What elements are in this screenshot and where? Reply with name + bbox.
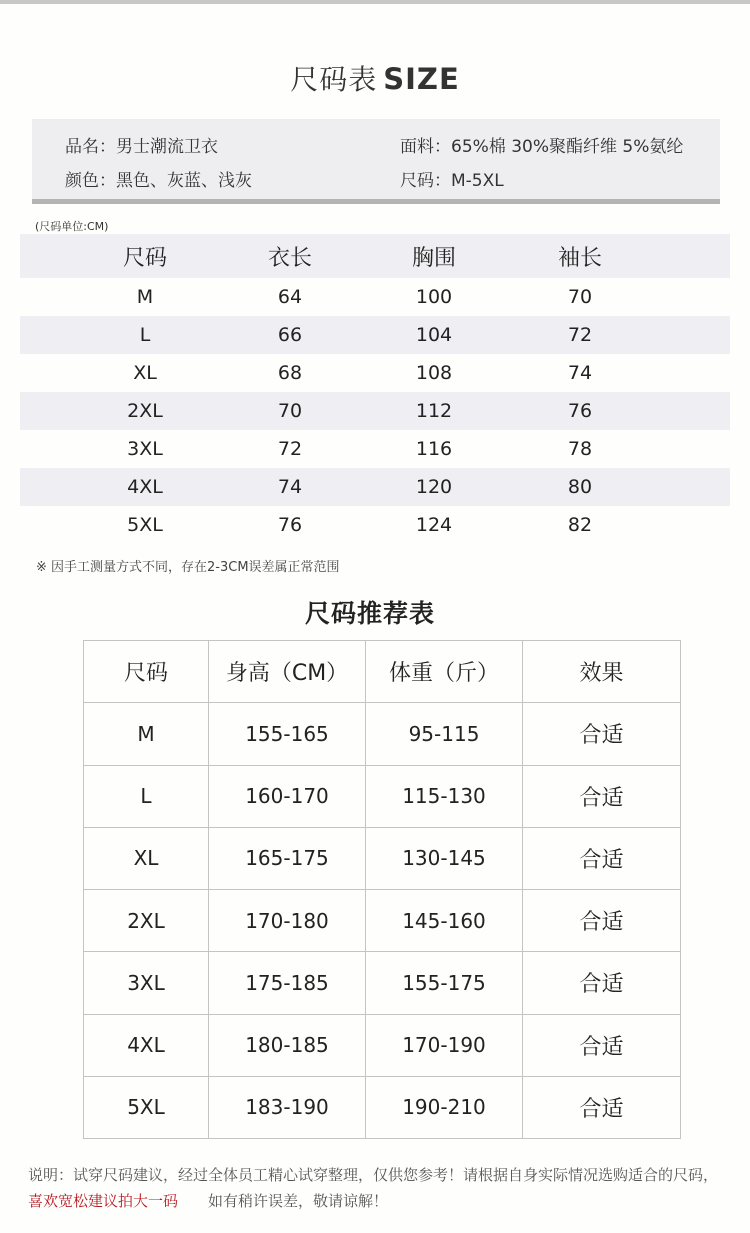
product-fabric: 面料：65%棉 30%聚酯纤维 5%氨纶: [400, 137, 684, 157]
fit-cell: 合适: [523, 952, 681, 1014]
header-cell: 身高（CM）: [209, 641, 366, 703]
sleeve-cell: 80: [567, 476, 593, 498]
table-row: [84, 890, 681, 952]
height-cell: 183-190: [209, 1076, 366, 1138]
fit-cell: 合适: [523, 765, 681, 827]
header-cell: 袖长: [557, 245, 602, 271]
length-cell: 64: [277, 286, 303, 308]
chest-cell: 108: [415, 362, 453, 384]
length-cell: 66: [277, 324, 303, 346]
height-cell: 155-165: [209, 703, 366, 765]
sleeve-cell: 82: [567, 514, 593, 536]
size-cell: XL: [133, 362, 157, 384]
title-en: SIZE: [383, 62, 460, 96]
header-cell: 尺码: [84, 641, 209, 703]
fit-cell: 合适: [523, 1076, 681, 1138]
height-cell: 180-185: [209, 1014, 366, 1076]
length-cell: 76: [277, 514, 303, 536]
footer-text: 说明：试穿尺码建议，经过全体员工精心试穿整理，仅供您参考！请根据自身实际情况选购适合的尺码，: [28, 1166, 719, 1184]
footer-text-end: 如有稍许误差，敬请谅解！: [208, 1192, 389, 1210]
table-row: [20, 354, 730, 392]
sleeve-cell: 78: [567, 438, 593, 460]
product-info-box: [32, 119, 720, 204]
table-row: [84, 1014, 681, 1076]
weight-cell: 130-145: [366, 827, 523, 889]
top-divider: [0, 0, 750, 4]
header-cell: 效果: [523, 641, 681, 703]
length-cell: 68: [277, 362, 303, 384]
size-cell: 4XL: [127, 476, 163, 498]
table-row: [84, 952, 681, 1014]
footer-highlight: 喜欢宽松建议拍大一码: [28, 1192, 179, 1210]
height-cell: 175-185: [209, 952, 366, 1014]
length-cell: 74: [277, 476, 303, 498]
size-cell: L: [139, 324, 151, 346]
footer-note: [28, 1162, 733, 1214]
height-cell: 160-170: [209, 765, 366, 827]
size-cell: 2XL: [84, 890, 209, 952]
title-cn: 尺码表: [290, 63, 378, 96]
header-cell: 尺码: [122, 245, 167, 271]
weight-cell: 115-130: [366, 765, 523, 827]
unit-note: (尺码单位:CM): [35, 220, 109, 233]
header-cell: 衣长: [267, 245, 312, 271]
sleeve-cell: 70: [567, 286, 593, 308]
table-row: [84, 765, 681, 827]
size-cell: L: [84, 765, 209, 827]
header-cell: 胸围: [411, 245, 456, 271]
measurement-note: ※ 因手工测量方式不同，存在2-3CM误差属正常范围: [36, 560, 340, 575]
product-name: 品名：男士潮流卫衣: [65, 137, 218, 157]
table-row: [20, 316, 730, 354]
recommend-header-row: [84, 641, 681, 703]
chest-cell: 112: [415, 400, 453, 422]
table-row: [20, 392, 730, 430]
table-row: [84, 827, 681, 889]
weight-cell: 145-160: [366, 890, 523, 952]
height-cell: 165-175: [209, 827, 366, 889]
table-row: [20, 506, 730, 544]
product-sizes: 尺码：M-5XL: [400, 171, 504, 191]
size-cell: 5XL: [127, 514, 163, 536]
size-cell: 3XL: [84, 952, 209, 1014]
weight-cell: 190-210: [366, 1076, 523, 1138]
size-table-header: [20, 234, 730, 278]
weight-cell: 95-115: [366, 703, 523, 765]
sleeve-cell: 74: [567, 362, 593, 384]
chest-cell: 116: [415, 438, 453, 460]
size-cell: 4XL: [84, 1014, 209, 1076]
fit-cell: 合适: [523, 890, 681, 952]
size-cell: M: [136, 286, 154, 308]
table-row: [20, 278, 730, 316]
chest-cell: 100: [415, 286, 453, 308]
size-cell: XL: [84, 827, 209, 889]
weight-cell: 170-190: [366, 1014, 523, 1076]
chest-cell: 124: [415, 514, 453, 536]
recommend-title: 尺码推荐表: [304, 599, 435, 628]
sleeve-cell: 76: [567, 400, 593, 422]
size-cell: 2XL: [127, 400, 163, 422]
table-row: [84, 703, 681, 765]
size-table: [20, 234, 730, 544]
fit-cell: 合适: [523, 1014, 681, 1076]
table-row: [84, 1076, 681, 1138]
size-cell: M: [84, 703, 209, 765]
product-colors: 颜色：黑色、灰蓝、浅灰: [65, 171, 252, 191]
size-cell: 5XL: [84, 1076, 209, 1138]
recommend-table: [83, 640, 681, 1139]
weight-cell: 155-175: [366, 952, 523, 1014]
chest-cell: 120: [415, 476, 453, 498]
sleeve-cell: 72: [567, 324, 593, 346]
size-cell: 3XL: [127, 438, 163, 460]
length-cell: 72: [277, 438, 303, 460]
fit-cell: 合适: [523, 827, 681, 889]
header-cell: 体重（斤）: [366, 641, 523, 703]
page-title: [0, 58, 750, 98]
table-row: [20, 468, 730, 506]
height-cell: 170-180: [209, 890, 366, 952]
chest-cell: 104: [415, 324, 453, 346]
fit-cell: 合适: [523, 703, 681, 765]
table-row: [20, 430, 730, 468]
length-cell: 70: [277, 400, 303, 422]
